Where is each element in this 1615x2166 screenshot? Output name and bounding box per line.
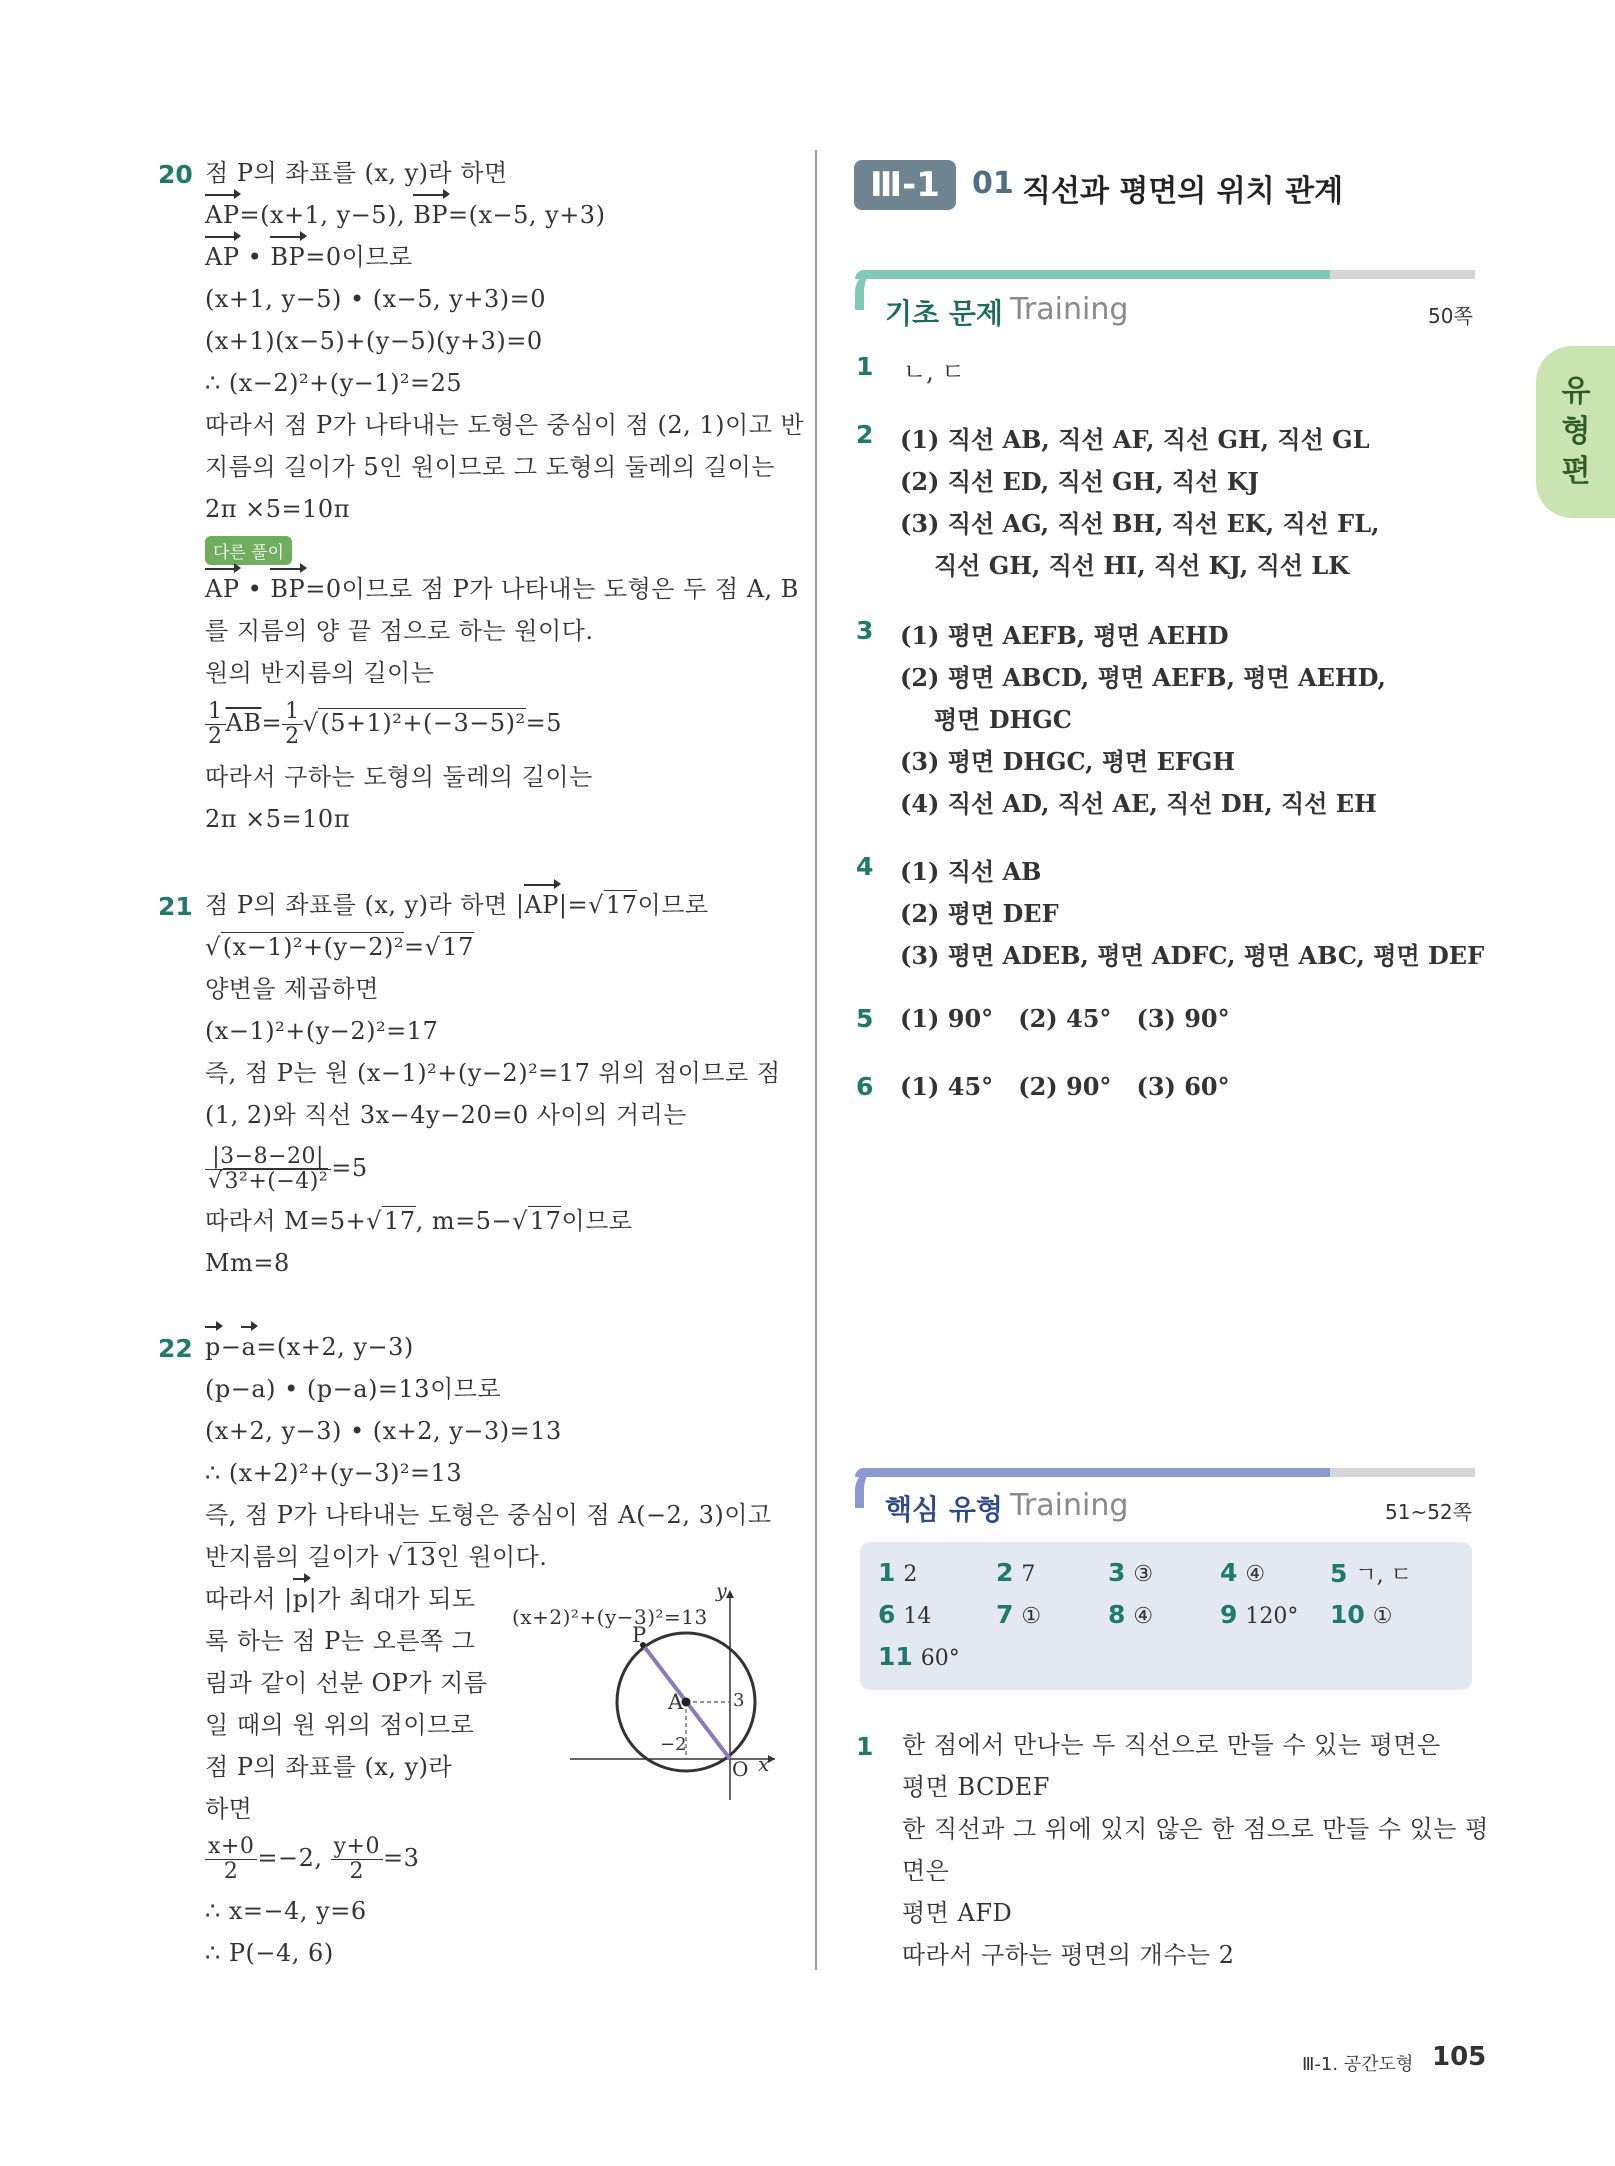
p22-line4: ∴ (x+2)²+(y−3)²=13 — [205, 1459, 463, 1487]
basic-page-ref: 50쪽 — [1428, 304, 1473, 328]
core-answer-11: 11 60° — [878, 1642, 960, 1671]
solution-1-line4: 면은 — [902, 1857, 950, 1885]
p21-line7: $\frac{|3-8-20|}{\text{√3²+(−4)²}}$ =5 — [205, 1138, 368, 1198]
p21-line2: √(x−1)²+(y−2)²=√17 — [205, 933, 474, 961]
core-header-bar — [855, 1468, 1475, 1478]
p22-line6: 반지름의 길이가 √13인 원이다. — [205, 1543, 548, 1571]
answer-4-line2: (2) 평면 DEF — [900, 899, 1059, 928]
p22-line14: ∴ x=−4, y=6 — [205, 1897, 367, 1925]
answer-3-line4: (3) 평면 DHGC, 평면 EFGH — [900, 747, 1236, 776]
graph-x-label: x — [758, 1752, 770, 1776]
graph-circle-equation: (x+2)²+(y−3)²=13 — [512, 1605, 708, 1629]
core-answer-2: 2 7 — [996, 1558, 1036, 1587]
answer-5-number: 5 — [856, 1004, 874, 1033]
alternative-solution-badge: 다른 풀이 — [205, 536, 292, 565]
p21-line6: (1, 2)와 직선 3x−4y−20=0 사이의 거리는 — [205, 1101, 687, 1129]
column-divider — [815, 150, 817, 1970]
chapter-badge: Ⅲ-1 — [854, 160, 956, 210]
p21-line4: (x−1)²+(y−2)²=17 — [205, 1017, 439, 1045]
p22-line3: (x+2, y−3) • (x+2, y−3)=13 — [205, 1417, 562, 1445]
p20-line2: AP =(x+1, y−5), BP =(x−5, y+3) — [205, 200, 605, 230]
p20-line11: 를 지름의 양 끝 점으로 하는 원이다. — [205, 617, 594, 645]
p20-line5: (x+1)(x−5)+(y−5)(y+3)=0 — [205, 327, 543, 355]
p21-line3: 양변을 제곱하면 — [205, 975, 379, 1003]
solution-1-line6: 따라서 구하는 평면의 개수는 2 — [902, 1941, 1235, 1969]
core-page-ref: 51~52쪽 — [1385, 1500, 1472, 1524]
p22-line5: 즉, 점 P가 나타내는 도형은 중심이 점 A(−2, 3)이고 — [205, 1501, 772, 1529]
answer-3-line2: (2) 평면 ABCD, 평면 AEFB, 평면 AEHD, — [900, 663, 1386, 692]
core-answer-6: 6 14 — [878, 1600, 932, 1629]
core-answer-7: 7 ① — [996, 1600, 1042, 1629]
basic-problems-title: 기초 문제 — [885, 297, 1003, 330]
answer-6-number: 6 — [856, 1072, 874, 1101]
section-title: 직선과 평면의 위치 관계 — [1022, 174, 1344, 209]
p20-line6: ∴ (x−2)²+(y−1)²=25 — [205, 369, 463, 397]
answer-3-line5: (4) 직선 AD, 직선 AE, 직선 DH, 직선 EH — [900, 789, 1377, 818]
p21-line1: 점 P의 좌표를 (x, y)라 하면 |AP |=√17이므로 — [205, 890, 709, 920]
core-answer-10: 10 ① — [1330, 1600, 1393, 1629]
p22-line2: (p−a) • (p−a)=13이므로 — [205, 1375, 502, 1403]
p20-line12: 원의 반지름의 길이는 — [205, 659, 435, 687]
p22-line7: 따라서 |p |가 최대가 되도 — [205, 1584, 476, 1614]
answer-2-line4: 직선 GH, 직선 HI, 직선 KJ, 직선 LK — [934, 551, 1350, 580]
p22-line10: 일 때의 원 위의 점이므로 — [205, 1711, 475, 1739]
solution-1-number: 1 — [856, 1732, 874, 1761]
answer-6-text: (1) 45° (2) 90° (3) 60° — [900, 1072, 1230, 1101]
p20-line7: 따라서 점 P가 나타내는 도형은 중심이 점 (2, 1)이고 반 — [205, 411, 805, 439]
p20-line3: AP • BP =0이므로 — [205, 242, 413, 272]
p20-line1: 점 P의 좌표를 (x, y)라 하면 — [205, 159, 508, 187]
p20-line4: (x+1, y−5) • (x−5, y+3)=0 — [205, 285, 546, 313]
solution-1-line5: 평면 AFD — [902, 1899, 1013, 1927]
graph-point-p-label: P — [632, 1623, 647, 1647]
p22-line1: p −a =(x+2, y−3) — [205, 1332, 414, 1362]
core-answer-3: 3 ③ — [1108, 1558, 1154, 1587]
core-answer-9: 9 120° — [1220, 1600, 1299, 1629]
p21-line5: 즉, 점 P는 원 (x−1)²+(y−2)²=17 위의 점이므로 점 — [205, 1059, 781, 1087]
answer-4-number: 4 — [856, 852, 874, 881]
core-answer-4: 4 ④ — [1220, 1558, 1266, 1587]
answer-1-text: ㄴ, ㄷ — [903, 358, 965, 386]
p20-line10: AP • BP =0이므로 점 P가 나타내는 도형은 두 점 A, B — [205, 574, 799, 604]
p22-line12: 하면 — [205, 1795, 253, 1823]
solution-1-line1: 한 점에서 만나는 두 직선으로 만들 수 있는 평면은 — [902, 1731, 1441, 1759]
answer-2-line3: (3) 직선 AG, 직선 BH, 직선 EK, 직선 FL, — [900, 509, 1380, 538]
answer-4-line3: (3) 평면 ADEB, 평면 ADFC, 평면 ABC, 평면 DEF — [900, 941, 1485, 970]
core-answer-8: 8 ④ — [1108, 1600, 1154, 1629]
problem-22-number: 22 — [158, 1334, 193, 1363]
solution-1-line2: 평면 BCDEF — [902, 1773, 1050, 1801]
side-tab[interactable] — [1536, 346, 1615, 518]
solution-1-line3: 한 직선과 그 위에 있지 않은 한 점으로 만들 수 있는 평 — [902, 1815, 1489, 1843]
side-tab-label: 유형편 — [1561, 374, 1591, 489]
p20-line13: $\frac{1}{2}$ $\overline{AB}=$ $\frac{1}{2}$ √(5+1)²+(−3−5)²=5 — [205, 698, 562, 749]
core-answer-5: 5 ㄱ, ㄷ — [1330, 1559, 1412, 1588]
p22-line11: 점 P의 좌표를 (x, y)라 — [205, 1753, 453, 1781]
basic-header-bar — [855, 270, 1475, 280]
answer-1-number: 1 — [856, 352, 874, 381]
p20-line14: 따라서 구하는 도형의 둘레의 길이는 — [205, 763, 593, 791]
problem-21-number: 21 — [158, 892, 193, 921]
core-types-title: 핵심 유형 — [885, 1493, 1003, 1526]
p22-line13: $\frac{x+0}{2}$ =−2, $\frac{y+0}{2}$ =3 — [205, 1830, 419, 1886]
graph-tick-3: 3 — [733, 1690, 745, 1711]
graph-tick-neg2: −2 — [660, 1734, 687, 1755]
graph-point-a-label: A — [668, 1690, 684, 1714]
p20-line8: 지름의 길이가 5인 원이므로 그 도형의 둘레의 길이는 — [205, 453, 776, 481]
basic-training-label: Training — [1010, 292, 1129, 327]
vector-ap: AP — [205, 200, 239, 230]
p22-line15: ∴ P(−4, 6) — [205, 1939, 334, 1967]
p21-line8: 따라서 M=5+√17, m=5−√17이므로 — [205, 1207, 633, 1235]
p22-line9: 림과 같이 선분 OP가 지름 — [205, 1669, 488, 1697]
answer-4-line1: (1) 직선 AB — [900, 857, 1042, 886]
answer-3-number: 3 — [856, 616, 874, 645]
problem-20-number: 20 — [158, 160, 193, 189]
answer-2-line1: (1) 직선 AB, 직선 AF, 직선 GH, 직선 GL — [900, 425, 1370, 454]
answer-2-number: 2 — [856, 420, 874, 449]
p21-line9: Mm=8 — [205, 1249, 290, 1277]
page-number: 105 — [1432, 2042, 1487, 2072]
answer-3-line1: (1) 평면 AEFB, 평면 AEHD — [900, 621, 1229, 650]
answer-2-line2: (2) 직선 ED, 직선 GH, 직선 KJ — [900, 467, 1259, 496]
core-answer-1: 1 2 — [878, 1558, 918, 1587]
footer-chapter: Ⅲ-1. 공간도형 — [1302, 2054, 1414, 2075]
answer-3-line3: 평면 DHGC — [934, 705, 1072, 734]
core-training-label: Training — [1010, 1488, 1129, 1523]
vector-bp: BP — [413, 200, 448, 230]
graph-y-label: y — [716, 1580, 727, 1602]
answer-5-text: (1) 90° (2) 45° (3) 90° — [900, 1004, 1230, 1033]
p20-line9: 2π ×5=10π — [205, 495, 350, 523]
section-number: 01 — [972, 166, 1014, 201]
graph-origin-label: O — [732, 1757, 749, 1781]
p20-line15: 2π ×5=10π — [205, 805, 350, 833]
p22-line8: 록 하는 점 P는 오른쪽 그 — [205, 1627, 476, 1655]
